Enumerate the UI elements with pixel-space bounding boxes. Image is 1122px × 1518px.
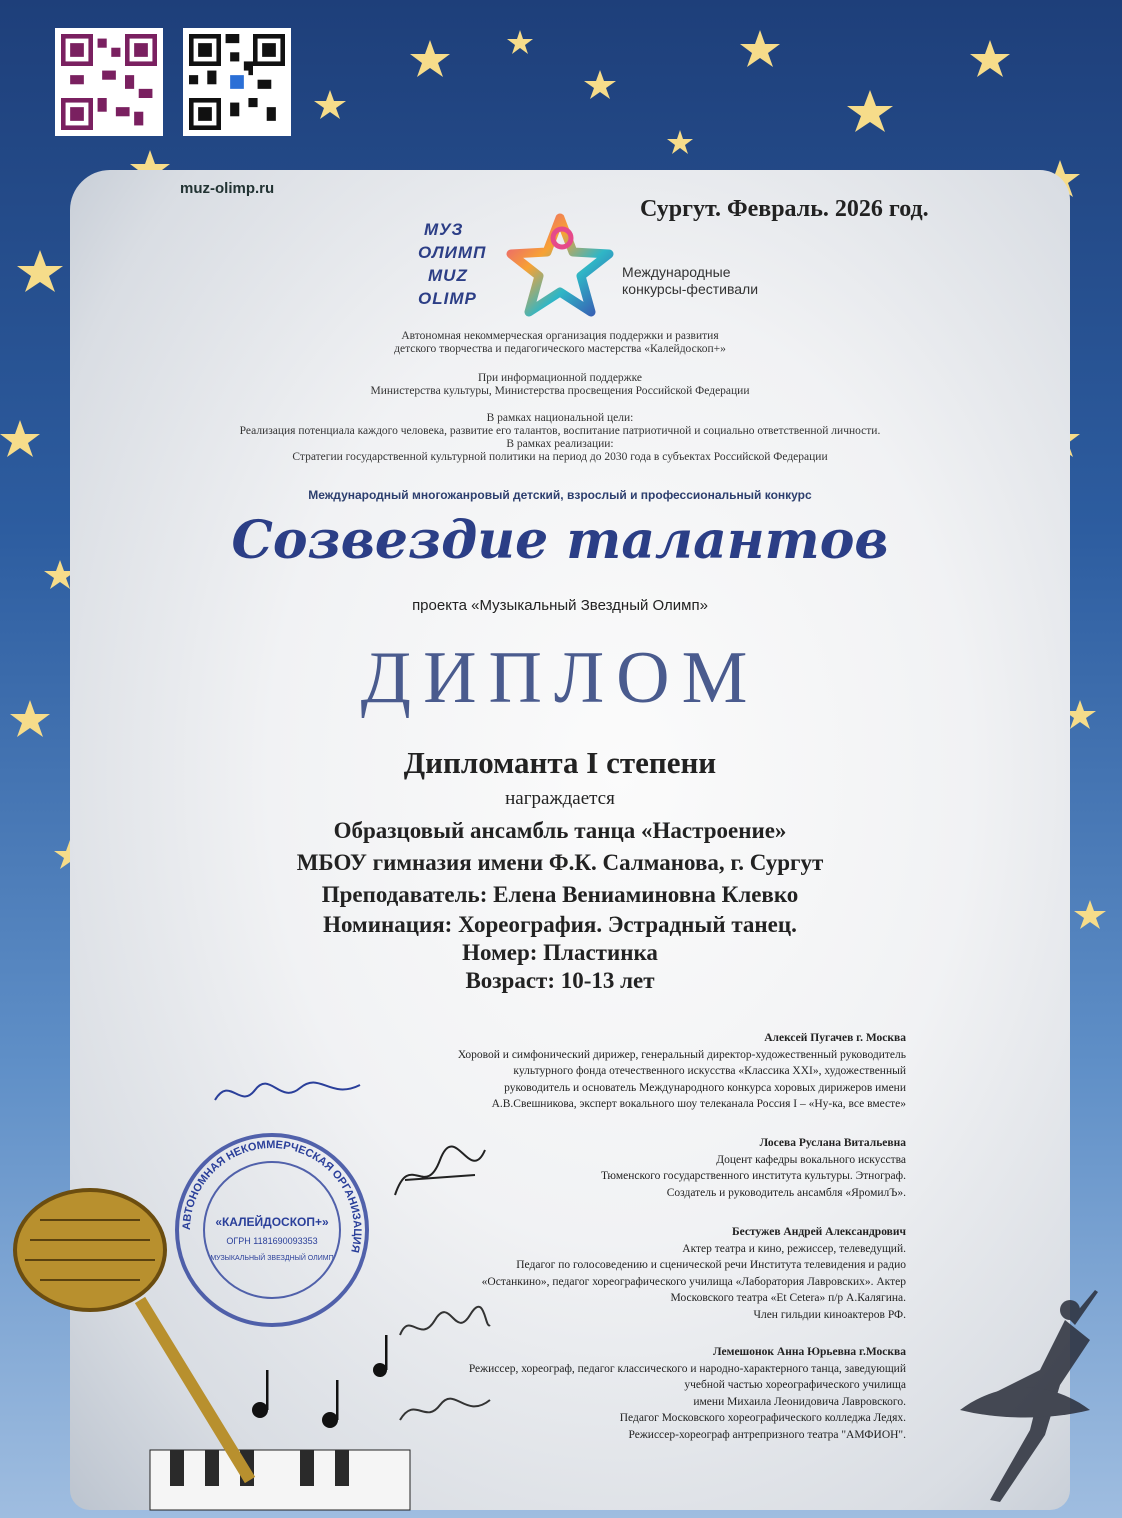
award-school: МБОУ гимназия имени Ф.К. Салманова, г. Сургут xyxy=(296,850,824,875)
jury-member: Лосева Руслана Витальевна Доцент кафедры вокального искусства Тюменского государственного института культуры. Этнограф. Создатель и руководитель ансамбля «ЯромилЪ». xyxy=(266,1135,906,1201)
award-teacher: Преподаватель: Елена Вениаминовна Клевко xyxy=(321,882,799,907)
jury-name: Алексей Пугачев г. Москва xyxy=(764,1032,906,1044)
jury-name: Бестужев Андрей Александрович xyxy=(732,1226,906,1238)
qr-code-vk[interactable] xyxy=(183,28,291,136)
svg-text:МУЗЫКАЛЬНЫЙ ЗВЕЗДНЫЙ ОЛИМП: МУЗЫКАЛЬНЫЙ ЗВЕЗДНЫЙ ОЛИМП xyxy=(210,1255,334,1262)
award-ensemble: Образцовый ансамбль танца «Настроение» xyxy=(333,818,787,843)
jury-name: Лемешонок Анна Юрьевна г.Москва xyxy=(713,1346,906,1358)
contest-type: Международный многожанровый детский, взрослый и профессиональный конкурс xyxy=(308,488,812,502)
award-age: Возраст: 10-13 лет xyxy=(465,968,655,993)
jury-member: Лемешонок Анна Юрьевна г.Москва Режиссер, хореограф, педагог классического и народно-характерного танца, заведующий учебной частью хореографического училища имени Михаила Леонидовича Лавровского. Педагог Московского хореографического колледжа Ледях. Режиссер-хореограф антрепризного театра "АМФИОН". xyxy=(266,1344,906,1443)
jury-member: Бестужев Андрей Александрович Актер театра и кино, режиссер, телеведущий. Педагог по голосоведению и сценической речи Института телевидения и радио «Останкино», педагог хореографического училища «Лаборатория Лавровских». Актер Московского театра «Et Cetera» п/р А.Калягина. Член гильдии киноактеров РФ. xyxy=(266,1224,906,1323)
svg-text:«КАЛЕЙДОСКОП+»: «КАЛЕЙДОСКОП+» xyxy=(215,1215,329,1229)
jury-member: Алексей Пугачев г. Москва Хоровой и симфонический дирижер, генеральный директор-художественный руководитель культурного фонда отечественного искусства «Классика XXI», художественный руководитель и основатель Международного конкурса хоровых дирижеров имени А.В.Свешникова, эксперт вокального шоу телеканала Россия I – «Ну-ка, все вместе» xyxy=(266,1030,906,1113)
signature-pugachev xyxy=(210,1070,370,1120)
svg-text:ОГРН 1181690093353: ОГРН 1181690093353 xyxy=(226,1236,318,1246)
jury-name: Лосева Руслана Витальевна xyxy=(759,1137,906,1149)
award-number: Номер: Пластинка xyxy=(462,940,658,965)
national-goal-info: В рамках национальной цели: Реализация потенциала каждого человека, развитие его талантов, воспитание патриотичной и социально ответственной личности. В рамках реализации: Стратегии государственной культурной политики на период до 2030 года в субъектах Российской Федерации xyxy=(239,412,881,463)
svg-text:АВТОНОМНАЯ НЕКОММЕРЧЕСКАЯ ОРГА: АВТОНОМНАЯ НЕКОММЕРЧЕСКАЯ ОРГАНИЗАЦИЯ xyxy=(180,1138,364,1254)
qr-code-icon xyxy=(61,34,157,130)
project-name: проекта «Музыкальный Звездный Олимп» xyxy=(412,597,708,614)
contest-title: Созвездие талантов xyxy=(231,510,889,571)
logo-tagline: Международные конкурсы-фестивали xyxy=(622,264,759,297)
ballerina-icon xyxy=(920,1280,1100,1510)
qr-code-icon xyxy=(189,34,285,130)
website-link[interactable]: muz-olimp.ru xyxy=(180,180,275,197)
diploma-heading: ДИПЛОМ xyxy=(360,637,760,719)
qr-code-website[interactable] xyxy=(55,28,163,136)
diploma-degree: Дипломанта I степени xyxy=(403,745,717,780)
organization-info: Автономная некоммерческая организация поддержки и развития детского творчества и педагогического мастерства «Калейдоскоп+» xyxy=(394,330,726,355)
support-info: При информационной поддержке Министерства культуры, Министерства просвещения Российской Федерации xyxy=(370,372,750,397)
microphone-icon xyxy=(0,1180,420,1518)
award-nomination: Номинация: Хореография. Эстрадный танец. xyxy=(323,912,797,937)
awarded-label: награждается xyxy=(505,788,615,809)
place-date: Сургут. Февраль. 2026 год. xyxy=(640,196,929,222)
logo-star-icon xyxy=(505,212,615,322)
logo-wordmark: МУЗ ОЛИМП MUZ OLIMP xyxy=(418,220,487,308)
